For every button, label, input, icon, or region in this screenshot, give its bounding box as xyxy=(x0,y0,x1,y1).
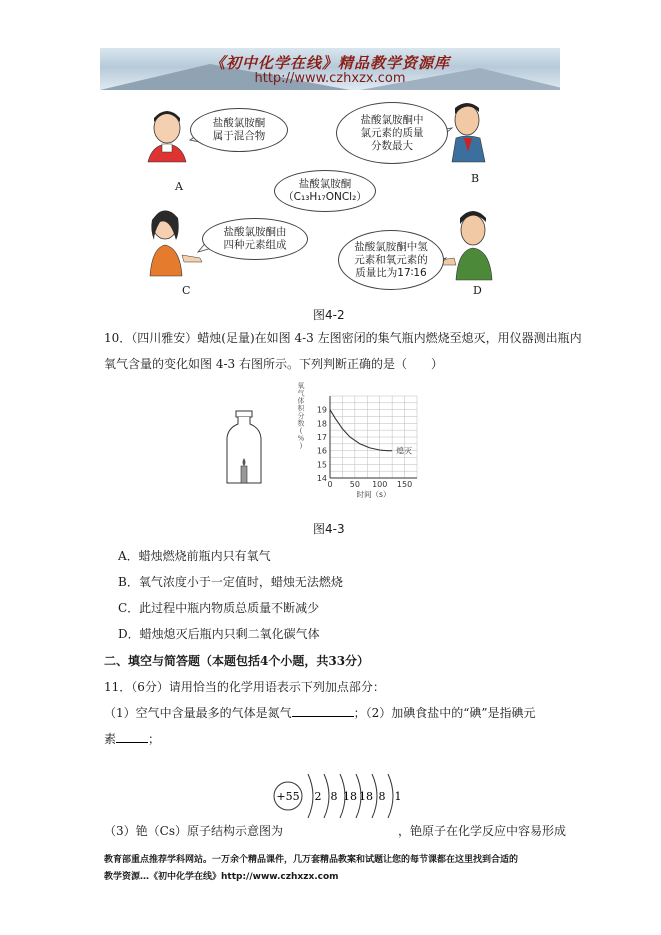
answer-blank-1[interactable] xyxy=(292,704,354,717)
y-label-char: 体 xyxy=(297,397,305,405)
electron-count: 1 xyxy=(394,790,402,803)
y-label-char: 氧 xyxy=(297,382,305,390)
question-10-line-1: 10．（四川雅安）蜡烛(足量)在如图 4-3 左图密闭的集气瓶内燃烧至熄灭，用仪器测出瓶内 xyxy=(104,331,582,345)
banner-title: 《初中化学在线》精品教学资源库 xyxy=(209,54,450,72)
question-11-part-3-b: ，铯原子在化学反应中容易形成 xyxy=(398,824,567,838)
gas-jar-illustration xyxy=(224,410,264,486)
y-tick-label: 16 xyxy=(316,446,327,456)
question-11-part-2 xyxy=(104,730,160,748)
figure-4-3-caption: 图4-3 xyxy=(313,522,345,536)
label-c: C xyxy=(182,284,191,297)
electron-count: 8 xyxy=(378,790,386,803)
question-11-part-3-a: （3）铯（Cs）原子结构示意图为 xyxy=(104,824,283,838)
y-label-char: ) xyxy=(299,442,303,450)
oxygen-chart xyxy=(292,382,427,500)
x-tick-label: 0 xyxy=(327,480,333,489)
annotation-extinguish: 熄灭 xyxy=(396,446,413,456)
question-10-line-2: 氧气含量的变化如图 4-3 右图所示。下列判断正确的是（ ） xyxy=(104,357,443,371)
footer-line-2[interactable]: 教学资源…《初中化学在线》http://www.czhxzx.com xyxy=(104,872,339,882)
y-label-char: % xyxy=(297,434,305,443)
speech-bubble-d: 盐酸氯胺酮中氢 元素和氧元素的 质量比为17∶16 xyxy=(338,230,444,290)
figure-4-2-caption: 图4-2 xyxy=(313,308,345,322)
person-d-icon xyxy=(440,211,492,280)
section-2-heading: 二、填空与简答题（本题包括4个小题，共33分） xyxy=(104,654,370,668)
person-c-icon xyxy=(150,210,202,276)
x-tick-label: 50 xyxy=(349,480,360,489)
y-label-char: 分 xyxy=(297,412,305,420)
option-a: A．蜡烛燃烧前瓶内只有氧气 xyxy=(118,549,271,563)
electron-count: 8 xyxy=(330,790,338,803)
option-b: B．氧气浓度小于一定值时，蜡烛无法燃烧 xyxy=(118,575,343,589)
label-b: B xyxy=(471,172,480,185)
electron-count: 2 xyxy=(314,790,322,803)
y-tick-label: 17 xyxy=(316,433,327,442)
question-11-stem: 11．（6分）请用恰当的化学用语表示下列加点部分： xyxy=(104,680,385,694)
option-c: C．此过程中瓶内物质总质量不断减少 xyxy=(118,601,320,615)
figure-4-2 xyxy=(140,100,510,300)
electron-shell-arc xyxy=(324,774,329,818)
header-banner xyxy=(100,48,560,90)
label-a: A xyxy=(175,180,183,193)
part-2-text-end: 素 xyxy=(104,732,117,746)
y-label-char: ( xyxy=(299,427,303,435)
speech-bubble-a: 盐酸氯胺酮 属于混合物 xyxy=(190,108,288,152)
footer-line-1: 教育部重点推荐学科网站。一万余个精品课件，几万套精品教案和试题让您的每节课都在这里找到合适的 xyxy=(104,855,519,865)
y-tick-label: 14 xyxy=(316,474,327,483)
cesium-atom-diagram xyxy=(268,768,408,828)
speech-bubble-c: 盐酸氯胺酮由 四种元素组成 xyxy=(202,218,308,260)
answer-blank-2[interactable] xyxy=(116,730,148,743)
x-tick-label: 100 xyxy=(372,480,388,489)
question-11-part-1 xyxy=(104,704,536,722)
speech-bubble-b: 盐酸氯胺酮中 氯元素的质量 分数最大 xyxy=(336,102,448,164)
part-2-semicolon: ； xyxy=(148,732,161,746)
chart-grid xyxy=(330,396,417,478)
electron-shell-arc xyxy=(388,774,393,818)
x-tick-label: 150 xyxy=(396,480,413,489)
option-d: D．蜡烛熄灭后瓶内只剩二氧化碳气体 xyxy=(118,627,320,641)
y-tick-label: 19 xyxy=(316,405,327,415)
person-b-icon xyxy=(452,103,485,162)
y-label-char: 积 xyxy=(297,404,305,413)
y-axis-label xyxy=(298,382,306,450)
y-label-char: 气 xyxy=(297,389,305,398)
speech-bubble-center: 盐酸氯胺酮 （C₁₃H₁₇ONCl₂） xyxy=(274,170,376,212)
electron-shell-arc xyxy=(308,774,313,818)
y-tick-label: 18 xyxy=(316,419,327,429)
electron-count: 18 xyxy=(343,790,357,803)
y-label-char: 数 xyxy=(297,419,305,428)
part-1-text: （1）空气中含量最多的气体是氮气 xyxy=(104,706,292,720)
person-a-icon xyxy=(148,111,186,162)
banner-url[interactable]: http://www.czhxzx.com xyxy=(254,71,406,86)
x-axis-label: 时间（s） xyxy=(356,490,391,499)
label-d: D xyxy=(473,284,482,297)
nucleus-charge: +55 xyxy=(276,790,300,803)
electron-shells xyxy=(308,774,402,818)
part-2-text: ；（2）加碘食盐中的“碘”是指碘元 xyxy=(353,706,536,720)
y-tick-label: 15 xyxy=(316,460,327,470)
electron-count: 18 xyxy=(359,790,373,803)
